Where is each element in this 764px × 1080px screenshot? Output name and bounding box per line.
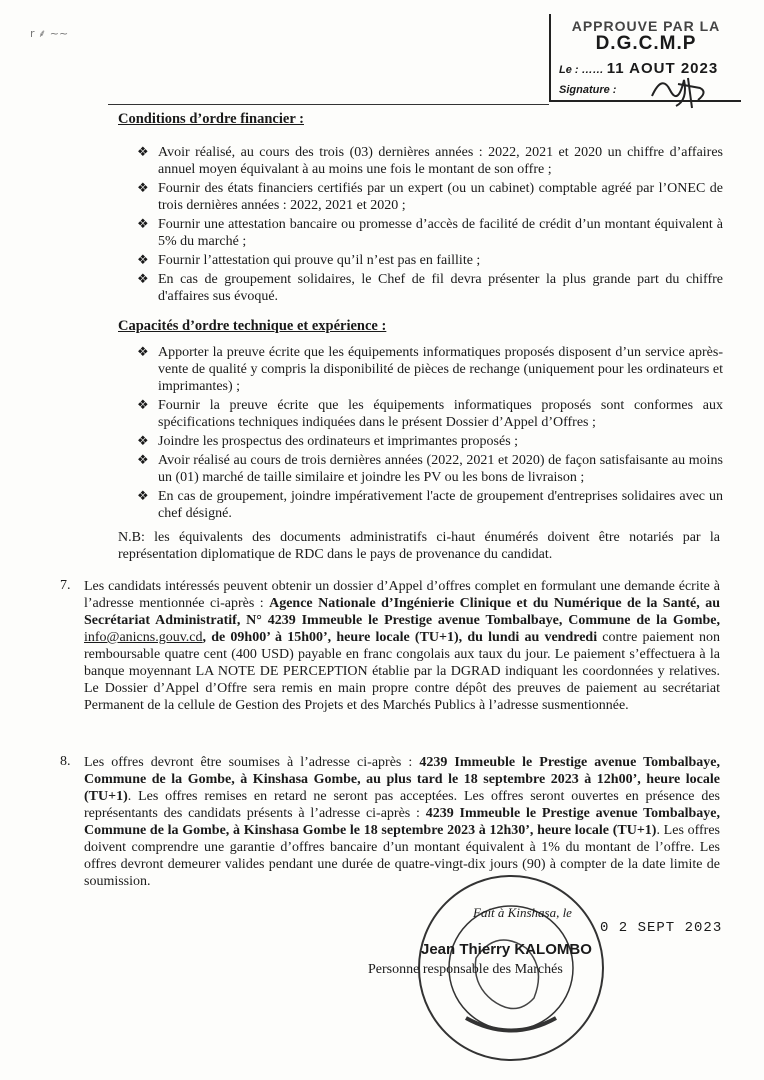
bullet-icon: ❖ xyxy=(137,180,149,195)
stamp-line-1: APPROUVE PAR LA xyxy=(571,18,721,34)
signature-city: Fait à Kinshasa, le xyxy=(473,905,572,920)
signatory-name: Jean Thierry KALOMBO xyxy=(421,941,592,958)
stamp-date-value: 11 AOUT 2023 xyxy=(606,60,719,77)
financial-list xyxy=(137,144,723,307)
header-rule xyxy=(108,104,549,105)
stamp-line-2: D.G.C.M.P xyxy=(595,33,697,54)
bullet-icon: ❖ xyxy=(137,271,149,286)
list-item: ❖ Fournir des états financiers certifiés par un expert (ou un cabinet) comptable agréé par l’ONEC de trois dernières années : 2022, 2021 et 2020 ; xyxy=(137,180,723,213)
bullet-icon: ❖ xyxy=(137,344,149,359)
bullet-icon: ❖ xyxy=(137,452,149,467)
bullet-icon: ❖ xyxy=(137,433,149,448)
list-item: ❖ Fournir une attestation bancaire ou promesse d’accès de facilité de crédit d’un montant équivalent à 5% du marché ; xyxy=(137,216,723,249)
stamp-signature-label: Signature : xyxy=(559,84,617,96)
stamp-signature-row xyxy=(559,84,616,96)
signature-scribble-icon xyxy=(648,70,718,110)
list-item: ❖ Avoir réalisé, au cours des trois (03) dernières années : 2022, 2021 et 2020 un chiffre d’affaires annuel moyen équivalant à au moins une fois le montant de son offre ; xyxy=(137,144,723,177)
list-item: ❖ Fournir l’attestation qui prouve qu’il n’est pas en faillite ; xyxy=(137,252,481,268)
stamp-date-label: Le : xyxy=(559,64,579,76)
list-item: ❖ Joindre les prospectus des ordinateurs et imprimantes proposés ; xyxy=(137,433,519,449)
section-7-paragraph: Les candidats intéressés peuvent obtenir un dossier d’Appel d’offres complet en formulant une demande écrite à l’adresse mentionnée ci-après : Agence Nationale d’Ingénierie Clinique et du Numérique de la Santé, au Secrétariat Administratif, N° 4239 Immeuble le Prestige avenue Tombalbaye, Commune de la Gombe, info@anicns.gouv.cd, de 09h00’ à 15h00’, heure locale (TU+1), du lundi au vendredi contre paiement non remboursable quatre cent (400 USD) payable en franc congolais aux taux du jour. Le paiement s’effectuera à la banque moyennant LA NOTE DE PERCEPTION établie par la DGRAD indiquant les coordonnées y relatives. Le Dossier d’Appel d’Offre sera remis en main propre contre dépôt des preuves de paiement au secrétariat Permanent de la cellule de Gestion des Projets et des Marchés Publics à l’adresse susmentionnée. xyxy=(84,579,720,713)
bullet-icon: ❖ xyxy=(137,144,149,159)
bullet-icon: ❖ xyxy=(137,397,149,412)
section-8-paragraph: Les offres devront être soumises à l’adresse ci-après : 4239 Immeuble le Prestige avenue Tombalbaye, Commune de la Gombe, à Kinshasa Gombe, au plus tard le 18 septembre 2023 à 12h00’, heure locale (TU+1). Les offres remises en retard ne seront pas acceptées. Les offres seront ouvertes en présence des représentants des candidats présents à l’adresse ci-après : 4239 Immeuble le Prestige avenue Tombalbaye, Commune de la Gombe, à Kinshasa Gombe le 18 septembre 2023 à 12h30’, heure locale (TU+1). Les offres doivent comprendre une garantie d’offres bancaire d’un montant équivalent à 1% du montant de l’offre. Les offres devront demeurer valides pendant une durée de quatre-vingt-dix jours (90) à compter de la date limite de soumission. xyxy=(84,755,721,889)
section-8-number: 8. xyxy=(60,754,71,769)
corner-mark: r ⸙ ~~ xyxy=(30,27,69,40)
contact-email-link[interactable]: info@anicns.gouv.cd xyxy=(84,630,203,645)
nb-paragraph: N.B: les équivalents des documents administratifs ci-haut énumérés doivent être notariés par la représentation diplomatique de RDC dans le pays de provenance du candidat. xyxy=(118,530,720,562)
financial-heading: Conditions d’ordre financier : xyxy=(118,111,304,127)
bullet-icon: ❖ xyxy=(137,216,149,231)
bullet-icon: ❖ xyxy=(137,488,149,503)
list-item: ❖ Avoir réalisé au cours de trois dernières années (2022, 2021 et 2020) de façon satisfaisante au moins un (01) marché de taille similaire et joindre les PV ou les bons de livraison ; xyxy=(137,452,723,485)
section-7-number: 7. xyxy=(60,578,71,593)
list-item: ❖ Apporter la preuve écrite que les équipements informatiques proposés disposent d’un service après- vente de qualité y compris la disponibilité de pièces de rechange (uniquement pour les ordinateurs et imprimantes) ; xyxy=(137,344,723,394)
bullet-icon: ❖ xyxy=(137,252,149,267)
stamp-date-row: Le : …… 11 AOUT 2023 xyxy=(559,60,719,77)
list-item: ❖ En cas de groupement solidaires, le Chef de fil devra présenter la plus grande part du chiffre d'affaires sus évoqué. xyxy=(137,271,723,304)
list-item: ❖ Fournir la preuve écrite que les équipements informatiques proposés sont conformes aux spécifications techniques indiquées dans le présent Dossier d’Appel d’Offres ; xyxy=(137,397,723,430)
signatory-role: Personne responsable des Marchés xyxy=(368,962,563,977)
technical-list xyxy=(137,344,723,524)
list-item: ❖ En cas de groupement, joindre impérativement l'acte de groupement d'entreprises solidaires avec un chef désigné. xyxy=(137,488,723,521)
signature-date: 0 2 SEPT 2023 xyxy=(600,920,723,936)
technical-heading: Capacités d’ordre technique et expérience : xyxy=(118,318,387,334)
